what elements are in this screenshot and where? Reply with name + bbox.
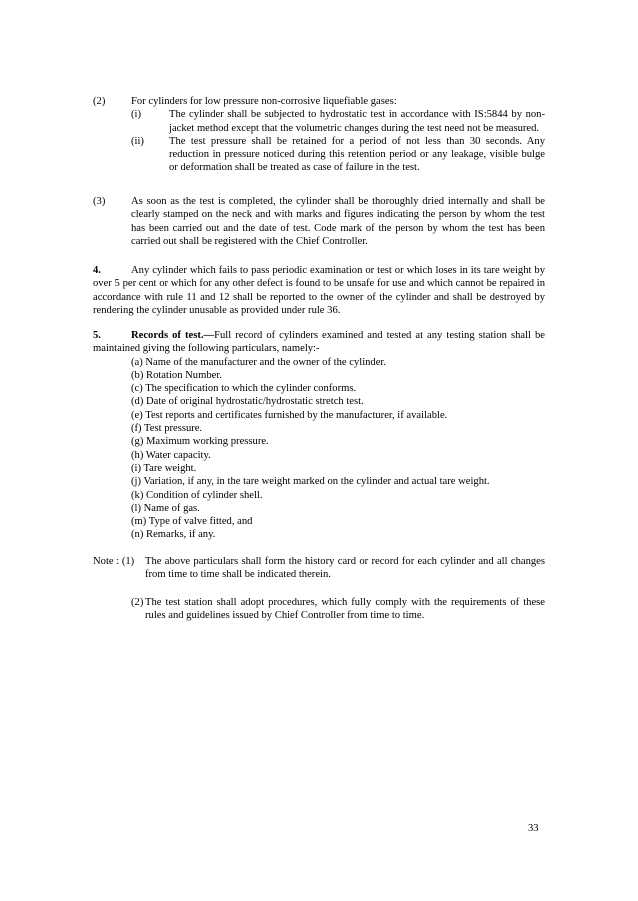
item-3-label: (3) [93,196,106,207]
sub-i-text: The cylinder shall be subjected to hydrostatic test in accordance with IS:5844 by non-jacket method except that the volumetric changes during the test need not be measured. [169,109,545,134]
item-3-text: As soon as the test is completed, the cylinder shall be thoroughly dried internally and shall be clearly stamped on the neck and with marks and figures indicating the person by whom the test has been carried out and the date of test. Code mark of the person by whom the test has been carried out shall be registered with the Chief Controller. [131,196,545,247]
sub-ii-label: (ii) [131,135,144,147]
list-item: (i) Tare weight. [131,462,197,474]
rule-4 [93,264,545,317]
rule-4-label: 4. [93,265,101,276]
note-1-text: The above particulars shall form the history card or record for each cylinder and all changes from time to time shall be indicated therein. [145,556,545,581]
note-1 [93,555,545,582]
item-2-text: For cylinders for low pressure non-corrosive liquefiable gases: [131,96,397,107]
sub-i-label: (i) [131,109,141,121]
particulars-list [93,356,545,542]
list-item: (b) Rotation Number. [131,369,222,381]
list-item: (c) The specification to which the cylinder conforms. [131,383,357,395]
list-item: (h) Water capacity. [131,449,211,461]
rule-5-heading: Records of test.— [131,330,215,341]
rule-5-label: 5. [93,330,101,341]
rule-4-text: Any cylinder which fails to pass periodic examination or test or which loses in its tare weight by over 5 per cent or which for any other defect is found to be unsafe for use and which cannot be repaired in accordance with rule 11 and 12 shall be reported to the owner of the cylinder and shall be destroyed by rendering the cylinder unusable as provided under rule 36. [93,265,545,316]
list-item: (g) Maximum working pressure. [131,436,269,448]
item-2-sub-i [93,108,545,135]
note-2 [93,596,545,623]
sub-ii-text: The test pressure shall be retained for a period of not less than 30 seconds. Any reduction in pressure noticed during this retention period or any leakage, visible bulge or deformation shall be treated as case of failure in the test. [169,135,545,174]
page-number: 33 [528,823,539,834]
list-item: (k) Condition of cylinder shell. [131,489,263,501]
list-item: (m) Type of valve fitted, and [131,516,253,528]
rule-5 [93,329,545,542]
rule-4-paragraph [93,264,545,317]
item-2-sub-ii [93,135,545,175]
section-item-2 [93,95,545,175]
note-2-text: The test station shall adopt procedures, which fully comply with the requirements of these rules and guidelines issued by Chief Controller from time to time. [145,596,545,621]
note-label: Note : (1) [93,556,135,567]
list-item: (e) Test reports and certificates furnished by the manufacturer, if available. [131,409,448,421]
list-item: (f) Test pressure. [131,423,203,435]
item-3 [93,195,545,248]
list-item: (d) Date of original hydrostatic/hydrostatic stretch test. [131,396,364,408]
item-2-label: (2) [93,96,106,107]
note-2-label: (2) [131,596,144,608]
list-item: (j) Variation, if any, in the tare weight marked on the cylinder and actual tare weight. [131,476,490,488]
section-item-3 [93,195,545,248]
note-section [93,555,545,622]
item-2-intro [93,95,545,108]
list-item: (a) Name of the manufacturer and the owner of the cylinder. [131,356,387,368]
rule-5-text: Full record of cylinders examined and tested at any testing station shall be maintained giving the following particulars, namely:- [93,330,546,355]
list-item: (n) Remarks, if any. [131,529,216,541]
list-item: (l) Name of gas. [131,502,200,514]
rule-5-paragraph [93,329,545,356]
